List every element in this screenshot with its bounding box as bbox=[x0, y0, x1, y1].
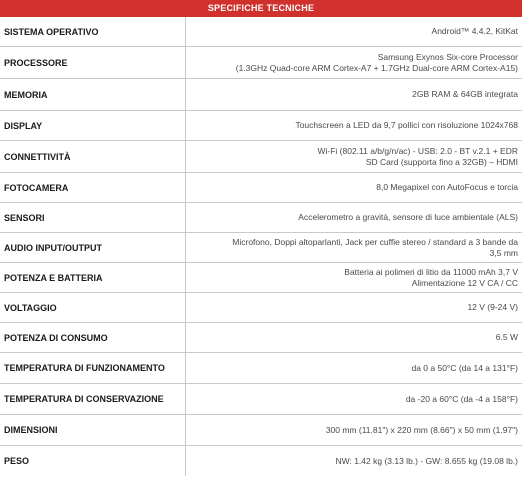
row-value: 6.5 W bbox=[495, 332, 518, 342]
row-audio bbox=[0, 233, 522, 263]
row-label: PESO bbox=[0, 446, 186, 476]
row-label: VOLTAGGIO bbox=[0, 293, 186, 322]
row-value: da 0 a 50°C (da 14 a 131°F) bbox=[411, 362, 518, 373]
row-temp-funzionamento bbox=[0, 353, 522, 384]
row-label: DIMENSIONI bbox=[0, 415, 186, 445]
row-label: CONNETTIVITÀ bbox=[0, 141, 186, 172]
row-processore bbox=[0, 47, 522, 79]
row-label: DISPLAY bbox=[0, 111, 186, 140]
row-value: NW: 1.42 kg (3.13 lb.) - GW: 8.655 kg (19.08 lb.) bbox=[335, 455, 518, 466]
row-value: Android™ 4.4.2, KitKat bbox=[431, 26, 518, 36]
row-label: PROCESSORE bbox=[0, 47, 186, 78]
row-label: SENSORI bbox=[0, 203, 186, 232]
row-value: Microfono, Doppi altoparlanti, Jack per cuffie stereo / standard a 3 bande da 3,5 mm bbox=[232, 236, 518, 258]
row-potenza-batteria bbox=[0, 263, 522, 293]
table-header: SPECIFICHE TECNICHE bbox=[0, 0, 522, 17]
row-dimensioni bbox=[0, 415, 522, 446]
row-value: 12 V (9-24 V) bbox=[467, 302, 518, 312]
row-label: SISTEMA OPERATIVO bbox=[0, 17, 186, 46]
row-voltaggio bbox=[0, 293, 522, 323]
row-label: AUDIO INPUT/OUTPUT bbox=[0, 233, 186, 262]
row-sensori bbox=[0, 203, 522, 233]
row-value: 2GB RAM & 64GB integrata bbox=[412, 89, 518, 99]
row-label: MEMORIA bbox=[0, 79, 186, 110]
row-value: Batteria ai polimeri di litio da 11000 mAh 3,7 V Alimentazione 12 V CA / CC bbox=[344, 266, 518, 288]
row-value: da -20 a 60°C (da -4 a 158°F) bbox=[405, 393, 518, 404]
row-value: Wi-Fi (802.11 a/b/g/n/ac) - USB: 2.0 - BT v.2.1 + EDR SD Card (supporta fino a 32GB) – HDMI bbox=[317, 145, 518, 167]
row-memoria bbox=[0, 79, 522, 111]
row-label: TEMPERATURA DI FUNZIONAMENTO bbox=[0, 353, 186, 383]
row-peso bbox=[0, 446, 522, 476]
row-value: 8,0 Megapixel con AutoFocus e torcia bbox=[376, 182, 518, 192]
row-label: POTENZA E BATTERIA bbox=[0, 263, 186, 292]
row-value: Touchscreen a LED da 9,7 pollici con risoluzione 1024x768 bbox=[295, 120, 518, 130]
row-temp-conservazione bbox=[0, 384, 522, 415]
row-fotocamera bbox=[0, 173, 522, 203]
row-value: Samsung Exynos Six-core Processor (1.3GHz Quad-core ARM Cortex-A7 + 1.7GHz Dual-core ARM Cortex-A15) bbox=[235, 51, 518, 73]
row-connettivita bbox=[0, 141, 522, 173]
row-label: FOTOCAMERA bbox=[0, 173, 186, 202]
row-display bbox=[0, 111, 522, 141]
row-label: TEMPERATURA DI CONSERVAZIONE bbox=[0, 384, 186, 414]
row-label: POTENZA DI CONSUMO bbox=[0, 323, 186, 352]
row-potenza-consumo bbox=[0, 323, 522, 353]
row-value: 300 mm (11.81") x 220 mm (8.66") x 50 mm (1.97") bbox=[325, 424, 518, 435]
row-value: Accelerometro a gravità, sensore di luce ambientale (ALS) bbox=[298, 212, 518, 222]
row-sistema-operativo bbox=[0, 17, 522, 47]
